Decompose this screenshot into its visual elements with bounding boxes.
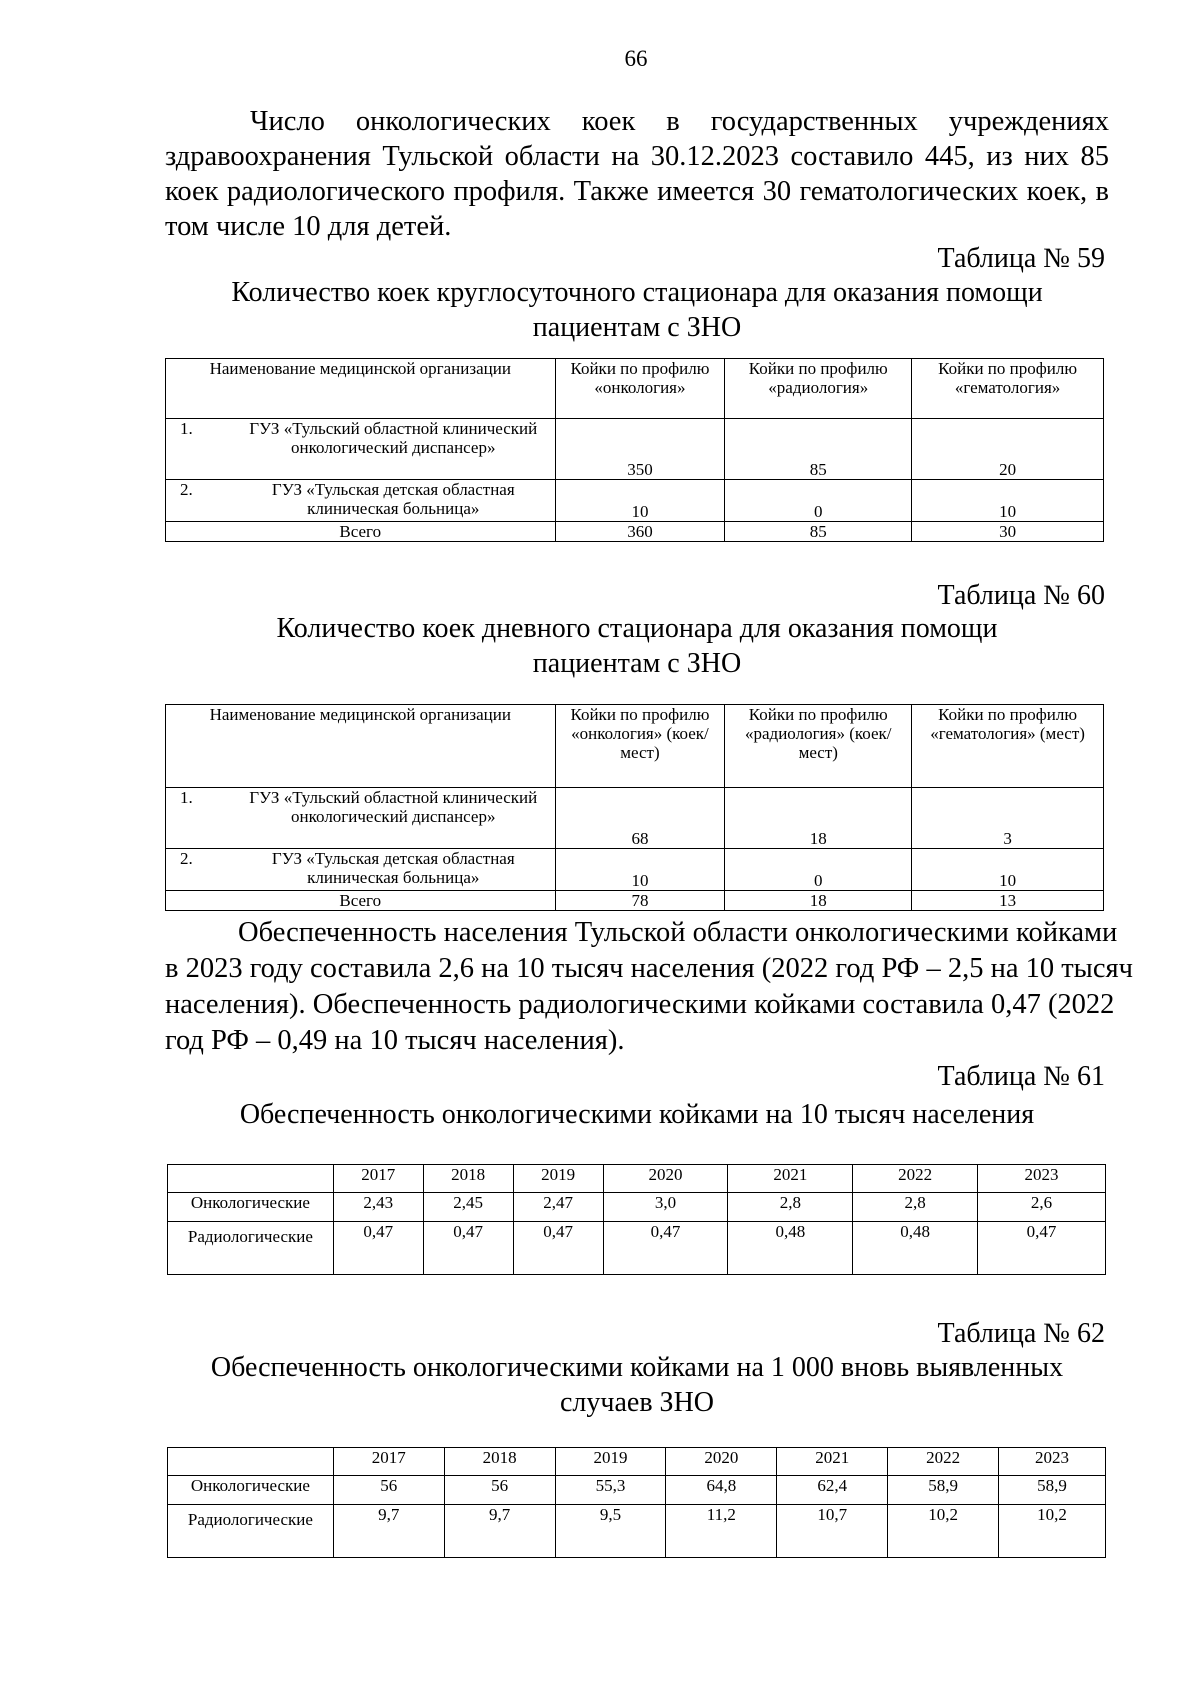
header-year: 2023 [978, 1165, 1106, 1193]
table-cell: 0,47 [603, 1222, 728, 1275]
table-row [168, 1505, 1106, 1558]
table-header-row [168, 1165, 1106, 1193]
table-cell: 0,48 [728, 1222, 853, 1275]
cell-hematology: 3 [912, 788, 1104, 849]
table-header-row [166, 359, 1104, 419]
header-year: 2020 [603, 1165, 728, 1193]
table-60-title: Количество коек дневного стационара для оказания помощи пациентам с ЗНО [276, 613, 998, 679]
table-59 [165, 358, 1104, 542]
cell-radiology: 85 [725, 419, 912, 480]
paragraph-line: в 2023 году составила 2,6 на 10 тысяч населения (2022 год РФ – 2,5 на 10 тысяч [165, 953, 1133, 984]
org-name: ГУЗ «Тульская детская областная клиническая больница» [271, 849, 515, 887]
total-radiology: 85 [725, 522, 912, 542]
total-oncology: 78 [555, 891, 725, 911]
cell-radiology: 0 [725, 480, 912, 522]
header-year: 2022 [853, 1165, 978, 1193]
total-label: Всего [166, 891, 556, 911]
header-year: 2019 [513, 1165, 603, 1193]
table-60-label: Таблица № 60 [937, 580, 1105, 611]
paragraph-provision [165, 915, 1133, 1059]
table-cell: 9,5 [555, 1505, 666, 1558]
table-cell: 0,47 [333, 1222, 423, 1275]
table-cell: 58,9 [999, 1476, 1106, 1505]
cell-oncology: 350 [555, 419, 725, 480]
header-empty [168, 1448, 334, 1476]
table-cell: 9,7 [333, 1505, 444, 1558]
header-org: Наименование медицинской организации [166, 705, 556, 788]
cell-radiology: 0 [725, 849, 912, 891]
table-cell: 0,47 [978, 1222, 1106, 1275]
table-header-row [168, 1448, 1106, 1476]
table-cell: 2,45 [423, 1193, 513, 1222]
table-cell: 0,47 [513, 1222, 603, 1275]
table-cell: 0,48 [853, 1222, 978, 1275]
cell-radiology: 18 [725, 788, 912, 849]
cell-oncology: 10 [555, 849, 725, 891]
total-hematology: 30 [912, 522, 1104, 542]
table-row [168, 1222, 1106, 1275]
table-cell: 2,8 [728, 1193, 853, 1222]
table-cell: 64,8 [666, 1476, 777, 1505]
header-year: 2017 [333, 1448, 444, 1476]
header-oncology: Койки по профилю «онкология» (коек/мест) [555, 705, 725, 788]
table-header-row [166, 705, 1104, 788]
table-cell: 56 [444, 1476, 555, 1505]
cell-oncology: 68 [555, 788, 725, 849]
table-cell: 9,7 [444, 1505, 555, 1558]
header-hematology: Койки по профилю «гематология» (мест) [912, 705, 1104, 788]
table-60 [165, 704, 1104, 911]
paragraph-line: населения). Обеспеченность радиологическими койками составила 0,47 (2022 [165, 989, 1115, 1020]
total-radiology: 18 [725, 891, 912, 911]
row-number: 1. [180, 788, 193, 807]
header-year: 2023 [999, 1448, 1106, 1476]
table-cell: 11,2 [666, 1505, 777, 1558]
row-number: 2. [180, 849, 193, 868]
table-row [166, 788, 1104, 849]
header-year: 2021 [777, 1448, 888, 1476]
row-label: Радиологические [168, 1222, 334, 1275]
paragraph-line: Обеспеченность населения Тульской области онкологическими койками [238, 917, 1118, 948]
total-oncology: 360 [555, 522, 725, 542]
paragraph-line: здравоохранения Тульской области на 30.12.2023 составило 445, из них 85 [165, 141, 1109, 172]
cell-oncology: 10 [555, 480, 725, 522]
table-cell: 10,2 [999, 1505, 1106, 1558]
table-62-label: Таблица № 62 [937, 1318, 1105, 1349]
paragraph-line: том числе 10 для детей. [165, 211, 452, 242]
header-year: 2018 [444, 1448, 555, 1476]
header-org: Наименование медицинской организации [166, 359, 556, 419]
cell-hematology: 10 [912, 849, 1104, 891]
header-year: 2019 [555, 1448, 666, 1476]
table-cell: 62,4 [777, 1476, 888, 1505]
row-label: Радиологические [168, 1505, 334, 1558]
row-number: 1. [180, 419, 193, 438]
table-cell: 2,8 [853, 1193, 978, 1222]
header-empty [168, 1165, 334, 1193]
org-name: ГУЗ «Тульская детская областная клиническая больница» [271, 480, 515, 518]
cell-hematology: 20 [912, 419, 1104, 480]
header-hematology: Койки по профилю «гематология» [912, 359, 1104, 419]
table-total-row [166, 522, 1104, 542]
table-cell: 10,2 [888, 1505, 999, 1558]
table-row [166, 480, 1104, 522]
paragraph-oncology-beds [165, 104, 1109, 244]
table-59-label: Таблица № 59 [937, 243, 1105, 274]
table-cell: 10,7 [777, 1505, 888, 1558]
table-cell: 2,47 [513, 1193, 603, 1222]
table-cell: 0,47 [423, 1222, 513, 1275]
row-label: Онкологические [168, 1476, 334, 1505]
header-year: 2021 [728, 1165, 853, 1193]
table-59-title: Количество коек круглосуточного стационара для оказания помощи пациентам с ЗНО [231, 277, 1043, 343]
table-cell: 2,6 [978, 1193, 1106, 1222]
paragraph-line: коек радиологического профиля. Также имеется 30 гематологических коек, в [165, 176, 1109, 207]
table-cell: 3,0 [603, 1193, 728, 1222]
table-row [168, 1476, 1106, 1505]
header-oncology: Койки по профилю «онкология» [555, 359, 725, 419]
total-hematology: 13 [912, 891, 1104, 911]
paragraph-line: Число онкологических коек в государственных учреждениях [250, 106, 1109, 137]
table-62-title: Обеспеченность онкологическими койками на 1 000 вновь выявленных случаев ЗНО [210, 1352, 1064, 1418]
table-61-label: Таблица № 61 [937, 1061, 1105, 1092]
table-cell: 2,43 [333, 1193, 423, 1222]
table-cell: 55,3 [555, 1476, 666, 1505]
table-61 [167, 1164, 1106, 1275]
row-number: 2. [180, 480, 193, 499]
header-radiology: Койки по профилю «радиология» (коек/мест) [725, 705, 912, 788]
org-name: ГУЗ «Тульский областной клинический онкологический диспансер» [249, 419, 538, 457]
table-row [166, 419, 1104, 480]
org-name: ГУЗ «Тульский областной клинический онкологический диспансер» [249, 788, 538, 826]
total-label: Всего [166, 522, 556, 542]
header-year: 2022 [888, 1448, 999, 1476]
table-row [168, 1193, 1106, 1222]
table-61-title: Обеспеченность онкологическими койками на 10 тысяч населения [239, 1099, 1035, 1130]
row-label: Онкологические [168, 1193, 334, 1222]
table-cell: 58,9 [888, 1476, 999, 1505]
header-radiology: Койки по профилю «радиология» [725, 359, 912, 419]
table-cell: 56 [333, 1476, 444, 1505]
paragraph-line: год РФ – 0,49 на 10 тысяч населения). [165, 1025, 625, 1056]
table-row [166, 849, 1104, 891]
header-year: 2017 [333, 1165, 423, 1193]
table-total-row [166, 891, 1104, 911]
header-year: 2020 [666, 1448, 777, 1476]
header-year: 2018 [423, 1165, 513, 1193]
page-number: 66 [624, 46, 648, 71]
table-62 [167, 1447, 1106, 1558]
cell-hematology: 10 [912, 480, 1104, 522]
